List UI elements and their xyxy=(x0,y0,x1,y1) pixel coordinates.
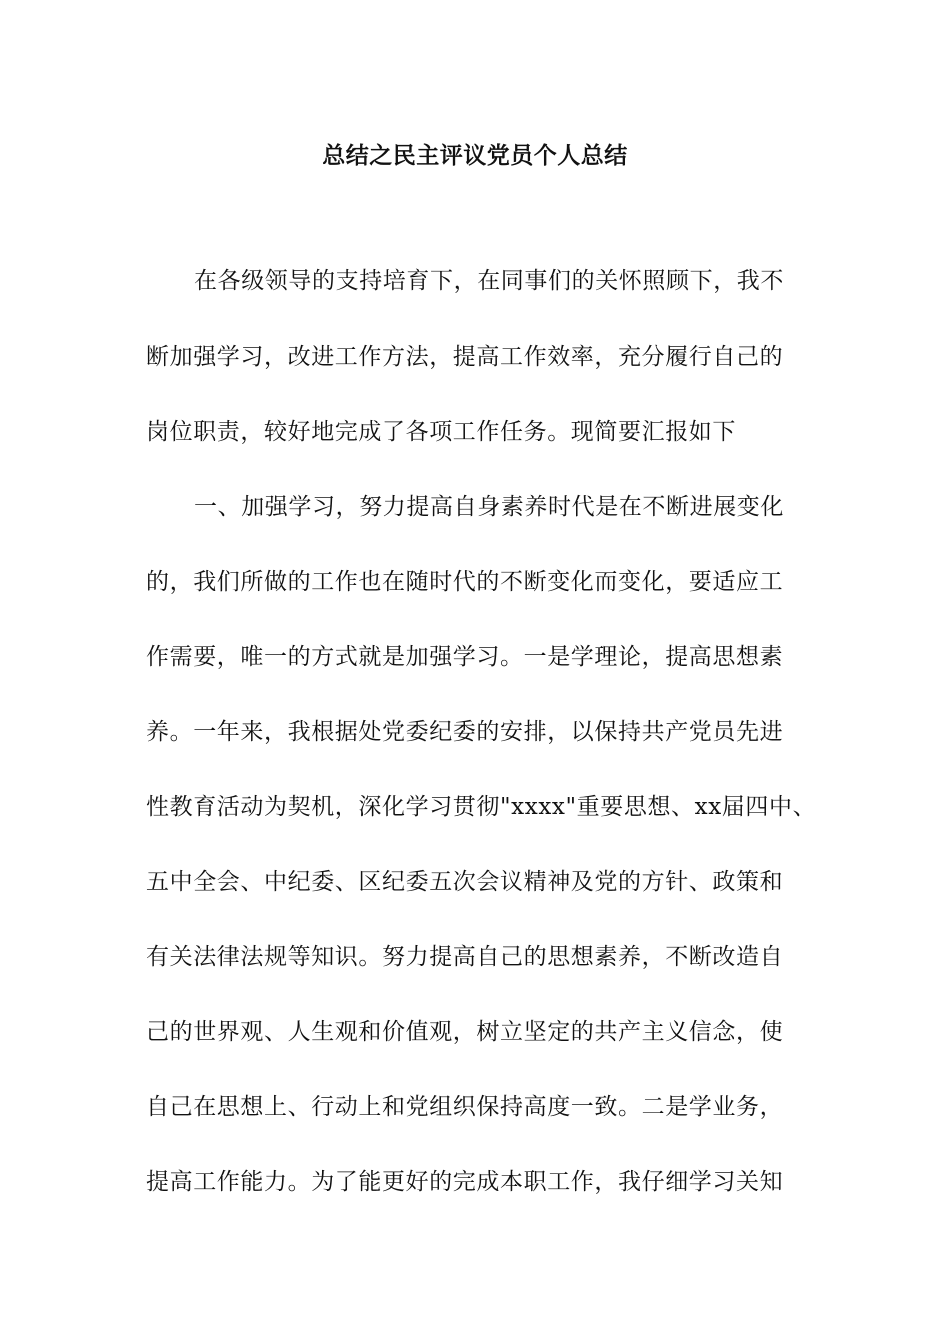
paragraph-line: 作需要，唯一的方式就是加强学习。一是学理论，提高思想素 xyxy=(146,644,784,670)
paragraph-line: 养。一年来，我根据处党委纪委的安排，以保持共产党员先进 xyxy=(146,719,784,745)
paragraph-line: 岗位职责，较好地完成了各项工作任务。现简要汇报如下 xyxy=(146,419,736,445)
paragraph-line: 断加强学习，改进工作方法，提高工作效率，充分履行自己的 xyxy=(146,344,784,370)
paragraph-line: 性教育活动为契机，深化学习贯彻"xxxx"重要思想、xx届四中、 xyxy=(146,794,817,820)
paragraph-line: 一、加强学习，努力提高自身素养时代是在不断进展变化 xyxy=(194,494,784,520)
paragraph-line: 自己在思想上、行动上和党组织保持高度一致。二是学业务， xyxy=(146,1094,784,1120)
paragraph-line: 有关法律法规等知识。努力提高自己的思想素养，不断改造自 xyxy=(146,944,784,970)
document-title: 总结之民主评议党员个人总结 xyxy=(322,143,628,169)
paragraph-line: 在各级领导的支持培育下，在同事们的关怀照顾下，我不 xyxy=(194,268,784,294)
paragraph-line: 五中全会、中纪委、区纪委五次会议精神及党的方针、政策和 xyxy=(146,869,784,895)
paragraph-line: 提高工作能力。为了能更好的完成本职工作，我仔细学习关知 xyxy=(146,1169,784,1195)
paragraph-line: 己的世界观、人生观和价值观，树立坚定的共产主义信念，使 xyxy=(146,1019,784,1045)
paragraph-line: 的，我们所做的工作也在随时代的不断变化而变化，要适应工 xyxy=(146,569,784,595)
